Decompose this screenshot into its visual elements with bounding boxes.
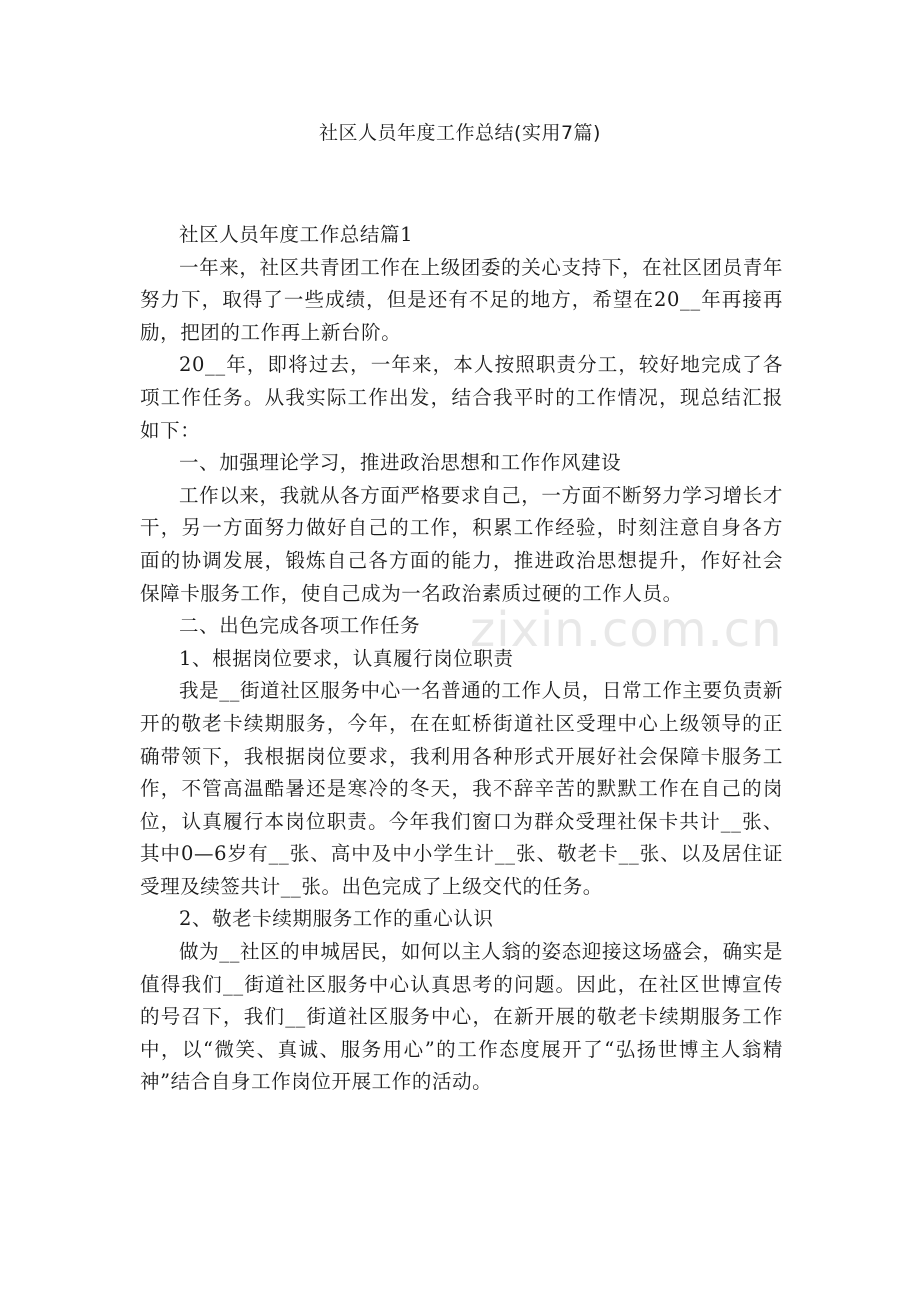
document-body xyxy=(140,219,783,1099)
paragraph: 我是__街道社区服务中心一名普通的工作人员，日常工作主要负责新开的敬老卡续期服务，今年，在在虹桥街道社区受理中心上级领导的正确带领下，我根据岗位要求，我利用各种形式开展好社会保障卡服务工作，不管高温酷暑还是寒冷的冬天，我不辞辛苦的默默工作在自己的岗位，认真履行本岗位职责。今年我们窗口为群众受理社保卡共计__张、其中0—6岁有__张、高中及中小学生计__张、敬老卡__张、以及居住证受理及续签共计__张。出色完成了上级交代的任务。 xyxy=(140,679,783,898)
paragraph: 工作以来，我就从各方面严格要求自己，一方面不断努力学习增长才干，另一方面努力做好自己的工作，积累工作经验，时刻注意自身各方面的协调发展，锻炼自己各方面的能力，推进政治思想提升，作好社会保障卡服务工作，使自己成为一名政治素质过硬的工作人员。 xyxy=(140,483,783,605)
subsection-heading: 二、出色完成各项工作任务 xyxy=(179,614,421,638)
watermark: zixin.com.cn xyxy=(470,602,783,658)
document-title: 社区人员年度工作总结(实用7篇) xyxy=(319,122,601,144)
paragraph: 20__年，即将过去，一年来，本人按照职责分工，较好地完成了各项工作任务。从我实际工作出发，结合我平时的工作情况，现总结汇报如下： xyxy=(140,353,783,442)
subsection-heading: 2、敬老卡续期服务工作的重心认识 xyxy=(179,907,494,931)
subsection-heading: 1、根据岗位要求，认真履行岗位职责 xyxy=(179,646,514,670)
paragraph: 一年来，社区共青团工作在上级团委的关心支持下，在社区团员青年努力下，取得了一些成绩，但是还有不足的地方，希望在20__年再接再励，把团的工作再上新台阶。 xyxy=(140,255,783,344)
section-heading: 社区人员年度工作总结篇1 xyxy=(179,223,414,246)
subsection-heading: 一、加强理论学习，推进政治思想和工作作风建设 xyxy=(179,451,622,475)
paragraph: 做为__社区的申城居民，如何以主人翁的姿态迎接这场盛会，确实是值得我们__街道社区服务中心认真思考的问题。因此，在社区世博宣传的号召下，我们__街道社区服务中心，在新开展的敬老卡续期服务工作中，以“微笑、真诚、服务用心”的工作态度展开了“弘扬世博主人翁精神”结合自身工作岗位开展工作的活动。 xyxy=(140,940,783,1094)
